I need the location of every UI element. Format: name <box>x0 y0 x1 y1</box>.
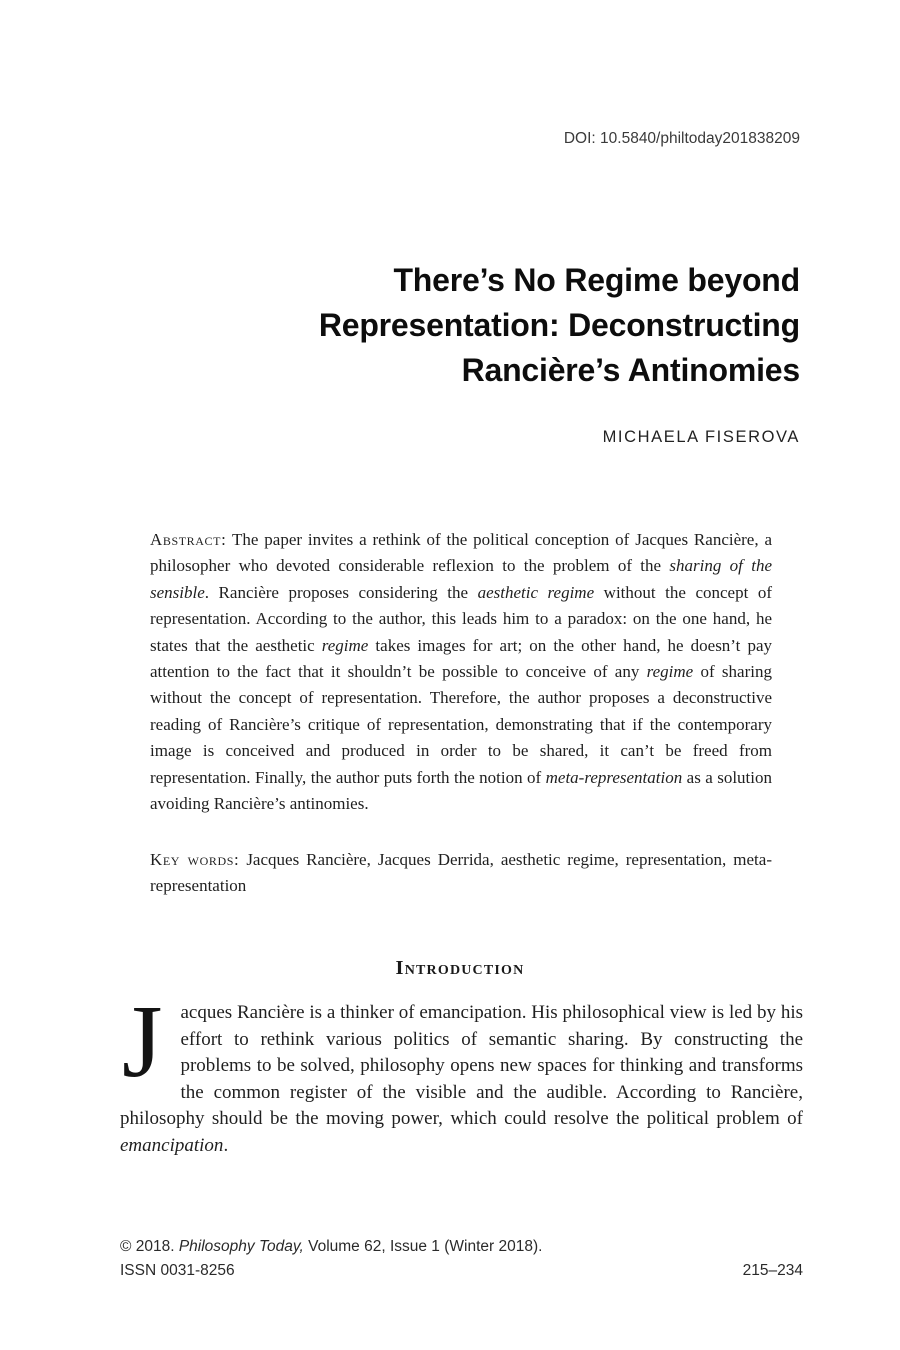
title-line-3: Rancière’s Antinomies <box>461 352 800 388</box>
section-heading-introduction: Introduction <box>395 957 525 979</box>
doi-line: DOI: 10.5840/philtoday201838209 <box>563 130 800 147</box>
paper-title <box>319 258 800 393</box>
footer-issn-pages-row <box>120 1259 803 1283</box>
title-line-2: Representation: Deconstructing <box>318 307 800 343</box>
footer-copyright: © 2018. Philosophy Today, Volume 62, Issue 1 (Winter 2018). <box>120 1238 543 1255</box>
intro-text: acques Rancière is a thinker of emancipation. His philosophical view is led by his effort to rethink various politics of semantic sharing. By constructing the problems to be solved, philosophy opens new spaces for thinking and transforms the common register of the visible and the audible. According to Rancière, philosophy should be the moving power, which could resolve the political problem of emancipation. <box>120 1002 803 1156</box>
title-line-1: There’s No Regime beyond <box>393 262 800 298</box>
drop-cap: J <box>122 984 163 1099</box>
footer-page-range: 215–234 <box>742 1262 803 1279</box>
page-footer <box>120 1235 803 1283</box>
intro-paragraph <box>120 984 803 1160</box>
abstract-label: Abstract: <box>150 530 227 549</box>
keywords-paragraph <box>150 847 772 900</box>
keywords-label: Key words: <box>150 850 240 869</box>
author-name: MICHAELA FISEROVA <box>602 428 800 446</box>
footer-issn: ISSN 0031-8256 <box>120 1262 235 1279</box>
abstract-paragraph <box>150 527 772 817</box>
keywords-text: Jacques Rancière, Jacques Derrida, aesthetic regime, representation, meta-representation <box>150 850 772 896</box>
abstract-text: The paper invites a rethink of the political conception of Jacques Rancière, a philosopher who devoted considerable reflexion to the problem of the sharing of the sensible. Rancière proposes considering the aesthetic regime without the concept of representation. According to the author, this leads him to a paradox: on the one hand, he states that the aesthetic regime takes images for art; on the other hand, he doesn’t pay attention to the fact that it shouldn’t be possible to conceive of any regime of sharing without the concept of representation. Therefore, the author proposes a deconstructive reading of Rancière’s critique of representation, demonstrating that if the contemporary image is conceived and produced in order to be shared, it can’t be freed from representation. Finally, the author puts forth the notion of meta-representation as a solution avoiding Rancière’s antinomies. <box>150 530 772 814</box>
